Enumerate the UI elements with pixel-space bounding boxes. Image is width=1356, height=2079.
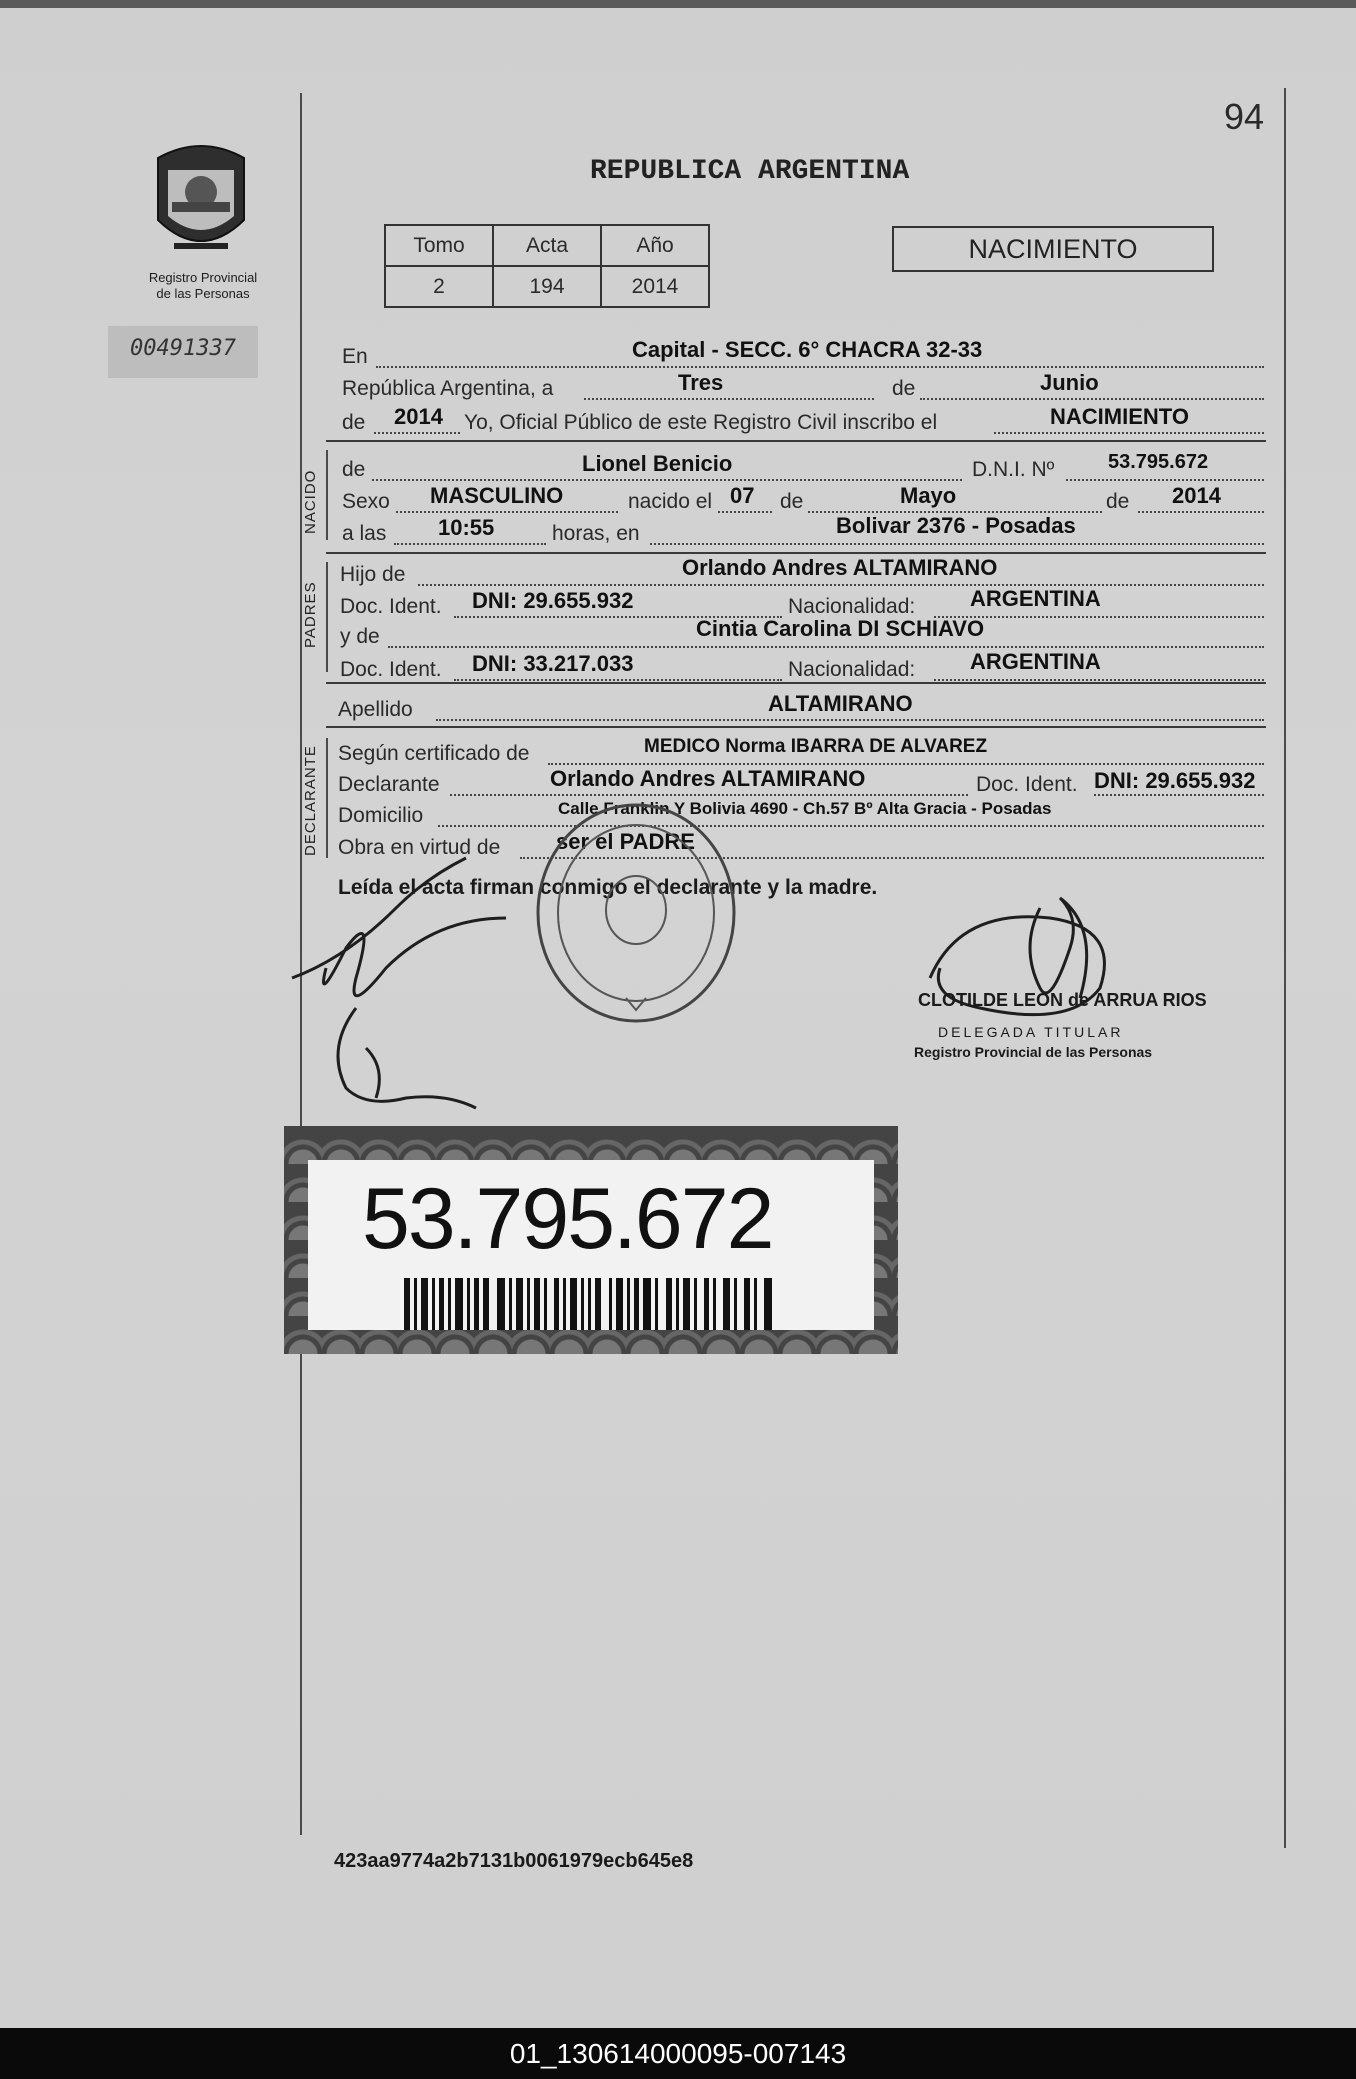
serial-stamp-text: 00491337 [130, 336, 236, 361]
yo-text: Yo, Oficial Público de este Registro Civil inscribo el [464, 411, 938, 434]
section-rule [326, 552, 1266, 554]
domicilio-label: Domicilio [338, 804, 424, 827]
de-label: de [780, 490, 804, 513]
dots [994, 432, 1264, 434]
sexo-label: Sexo [342, 490, 390, 513]
record-type-box: NACIMIENTO [892, 226, 1214, 272]
sexo-value: MASCULINO [430, 483, 564, 508]
father-name: Orlando Andres ALTAMIRANO [682, 555, 998, 580]
document-hash: 423aa9774a2b7131b0061979ecb645e8 [334, 1850, 694, 1872]
section-rule [326, 726, 1266, 728]
barcode-number: 53.795.672 [362, 1171, 773, 1267]
obra-label: Obra en virtud de [338, 836, 501, 859]
padres-bracket [326, 562, 328, 672]
mother-nationality: ARGENTINA [970, 649, 1101, 674]
nacionalidad-label: Nacionalidad: [788, 658, 916, 681]
mother-name: Cintia Carolina DI SCHIAVO [696, 616, 985, 641]
file-id-footer: 01_130614000095-007143 [0, 2028, 1356, 2079]
father-doc: DNI: 29.655.932 [472, 588, 634, 613]
de-label: de [892, 377, 916, 400]
de2-label: de [342, 411, 366, 434]
nacido-bracket [326, 450, 328, 540]
value-acta: 194 [493, 266, 601, 307]
dots [548, 763, 1264, 765]
horas-label: horas, en [552, 522, 640, 545]
barcode [404, 1278, 776, 1335]
officer-signature [920, 888, 1160, 1043]
section-rule [326, 682, 1266, 684]
label-white-panel [308, 1160, 874, 1330]
officer-title: DELEGADA TITULAR [938, 1024, 1124, 1040]
registry-line1: Registro Provincial [148, 270, 258, 285]
child-name: Lionel Benicio [582, 451, 733, 476]
dots [372, 479, 962, 481]
document-page [0, 8, 1356, 2028]
official-seal [530, 798, 742, 1033]
obra-value: ser el PADRE [556, 829, 695, 854]
header-ano: Año [601, 225, 709, 266]
birth-month: Mayo [900, 483, 957, 508]
page-number: 94 [1224, 96, 1265, 137]
dots [584, 398, 874, 400]
cert-label: Según certificado de [338, 742, 530, 765]
year-value: 2014 [394, 404, 443, 429]
padres-section-label: PADRES [302, 581, 319, 648]
security-label [284, 1126, 898, 1354]
birth-place: Bolivar 2376 - Posadas [836, 513, 1076, 538]
header-acta: Acta [493, 225, 601, 266]
dots [418, 584, 1264, 586]
alas-label: a las [342, 522, 387, 545]
dots [394, 543, 546, 545]
value-tomo: 2 [385, 266, 493, 307]
dots [1094, 794, 1264, 796]
month-value: Junio [1040, 370, 1099, 395]
province-logo [148, 140, 254, 270]
yde-label: y de [340, 625, 380, 648]
de-label: de [1106, 490, 1130, 513]
nacido-section-label: NACIDO [302, 469, 319, 534]
dots [388, 646, 1264, 648]
nacido-label: nacido el [628, 490, 713, 513]
nacionalidad-label: Nacionalidad: [788, 595, 916, 618]
domicilio-value: Calle Franklin Y Bolivia 4690 - Ch.57 Bº Alta Gracia - Posadas [558, 799, 1052, 818]
dots [934, 679, 1264, 681]
dots [1066, 479, 1264, 481]
handwritten-signature [286, 848, 546, 1133]
dots [454, 679, 782, 681]
dots [718, 511, 772, 513]
mother-doc: DNI: 33.217.033 [472, 651, 634, 676]
de-label: de [342, 458, 366, 481]
doc-label: Doc. Ident. [340, 595, 442, 618]
header-tomo: Tomo [385, 225, 493, 266]
republica-label: República Argentina, a [342, 377, 554, 400]
country-title: REPUBLICA ARGENTINA [590, 156, 910, 187]
serial-stamp [108, 326, 258, 378]
birth-time: 10:55 [438, 515, 495, 540]
apellido-label: Apellido [338, 698, 413, 721]
declarante-bracket [326, 738, 328, 858]
birth-year: 2014 [1172, 483, 1221, 508]
doc-label: Doc. Ident. [976, 773, 1078, 796]
father-nationality: ARGENTINA [970, 586, 1101, 611]
child-dni: 53.795.672 [1108, 451, 1209, 473]
inscribed-value: NACIMIENTO [1050, 404, 1189, 429]
value-ano: 2014 [601, 266, 709, 307]
declarante-section-label: DECLARANTE [302, 745, 319, 856]
dots [374, 432, 460, 434]
right-margin-line [1284, 88, 1286, 1848]
day-value: Tres [678, 370, 724, 395]
apellido-value: ALTAMIRANO [768, 691, 913, 716]
tomo-acta-ano-table [384, 224, 710, 308]
declarante-doc: DNI: 29.655.932 [1094, 768, 1256, 793]
dots [436, 719, 1264, 721]
hijo-label: Hijo de [340, 563, 406, 586]
officer-org: Registro Provincial de las Personas [914, 1044, 1153, 1060]
officer-name: CLOTILDE LEON de ARRUA RIOS [918, 990, 1207, 1010]
dni-label: D.N.I. Nº [972, 458, 1055, 481]
cert-value: MEDICO Norma IBARRA DE ALVAREZ [644, 736, 988, 757]
dots [396, 511, 618, 513]
dots [450, 794, 968, 796]
dots [1138, 511, 1264, 513]
place-value: Capital - SECC. 6° CHACRA 32-33 [632, 337, 983, 362]
doc-label: Doc. Ident. [340, 658, 442, 681]
dots [650, 543, 1264, 545]
birth-day: 07 [730, 483, 755, 508]
en-label: En [342, 345, 368, 368]
registry-line2: de las Personas [156, 286, 250, 301]
declarante-name: Orlando Andres ALTAMIRANO [550, 766, 866, 791]
dots [376, 366, 1264, 368]
dots [920, 398, 1264, 400]
section-rule [326, 440, 1266, 442]
closing-text: Leída el acta firman conmigo el declarante y la madre. [338, 876, 878, 899]
declarante-label: Declarante [338, 773, 440, 796]
